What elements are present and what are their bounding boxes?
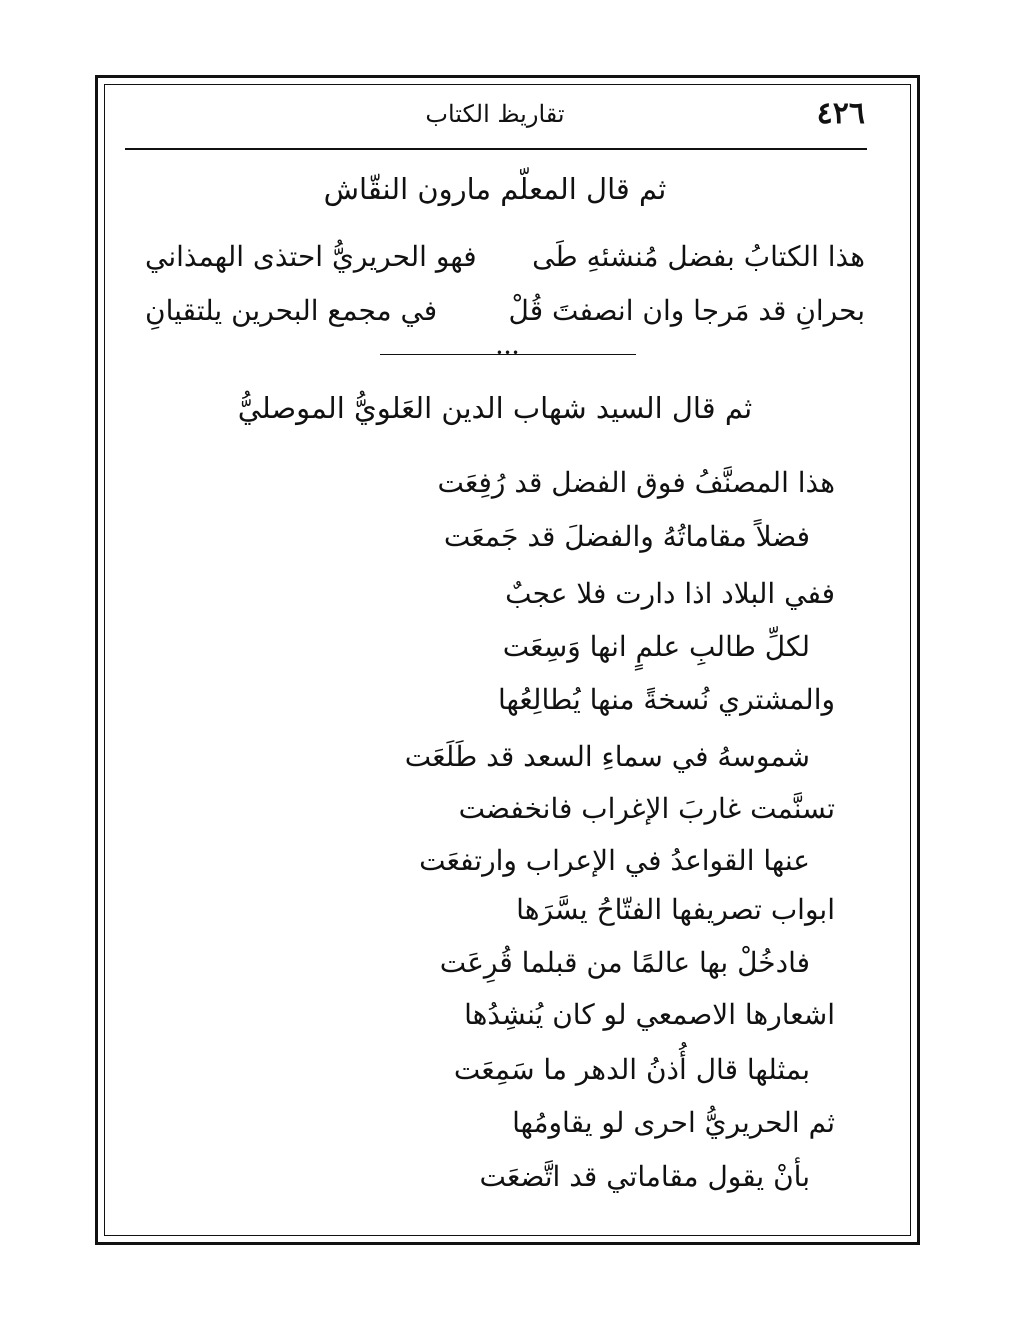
poem-line: بمثلها قال أُذنُ الدهر ما سَمِعَت: [453, 1053, 810, 1086]
poem-line: اشعارها الاصمعي لو كان يُنشِدُها: [464, 998, 835, 1031]
poem-line: ففي البلاد اذا دارت فلا عجبٌ: [505, 577, 835, 610]
poem-line: ابواب تصريفها الفتّاحُ يسَّرَها: [516, 893, 835, 926]
divider-ornament: •••: [495, 346, 521, 360]
header-rule: [125, 148, 867, 150]
section-heading: ثم قال السيد شهاب الدين العَلويُّ الموصليُّ: [237, 391, 753, 425]
couplet-first-hemistich: بحرانِ قد مَرجا وان انصفتَ قُلْ: [508, 294, 865, 327]
section-heading: ثم قال المعلّم مارون النقّاش: [323, 172, 667, 206]
poem-line: والمشتري نُسخةً منها يُطالِعُها: [497, 683, 835, 716]
poem-line: فادخُلْ بها عالمًا من قبلما قُرِعَت: [439, 946, 810, 979]
couplet-first-hemistich: هذا الكتابُ بفضل مُنشئهِ طَى: [532, 240, 865, 273]
couplet-second-hemistich: في مجمع البحرين يلتقيانِ: [145, 294, 438, 327]
couplet-second-hemistich: فهو الحريريُّ احتذى الهمذاني: [145, 240, 477, 273]
couplet: [145, 294, 865, 338]
poem-line: لكلِّ طالبِ علمٍ انها وَسِعَت: [502, 630, 810, 663]
page-number: ٤٢٦: [816, 96, 865, 131]
page-header: [125, 92, 865, 138]
running-title: تقاريظ الكتاب: [425, 100, 565, 128]
poem-line: ثم الحريريُّ احرى لو يقاومُها: [512, 1106, 835, 1139]
couplet: [145, 240, 865, 284]
poem-line: شموسهُ في سماءِ السعد قد طَلَعَت: [404, 740, 810, 773]
poem-line: بأنْ يقول مقاماتي قد اتَّضعَت: [479, 1160, 810, 1193]
poem-line: عنها القواعدُ في الإعراب وارتفعَت: [419, 844, 810, 877]
poem-line: فضلاً مقاماتُهُ والفضلَ قد جَمعَت: [443, 520, 810, 553]
poem-line: تسنَّمت غاربَ الإغراب فانخفضت: [458, 792, 835, 825]
poem-line: هذا المصنَّفُ فوق الفضل قد رُفِعَت: [437, 466, 835, 499]
